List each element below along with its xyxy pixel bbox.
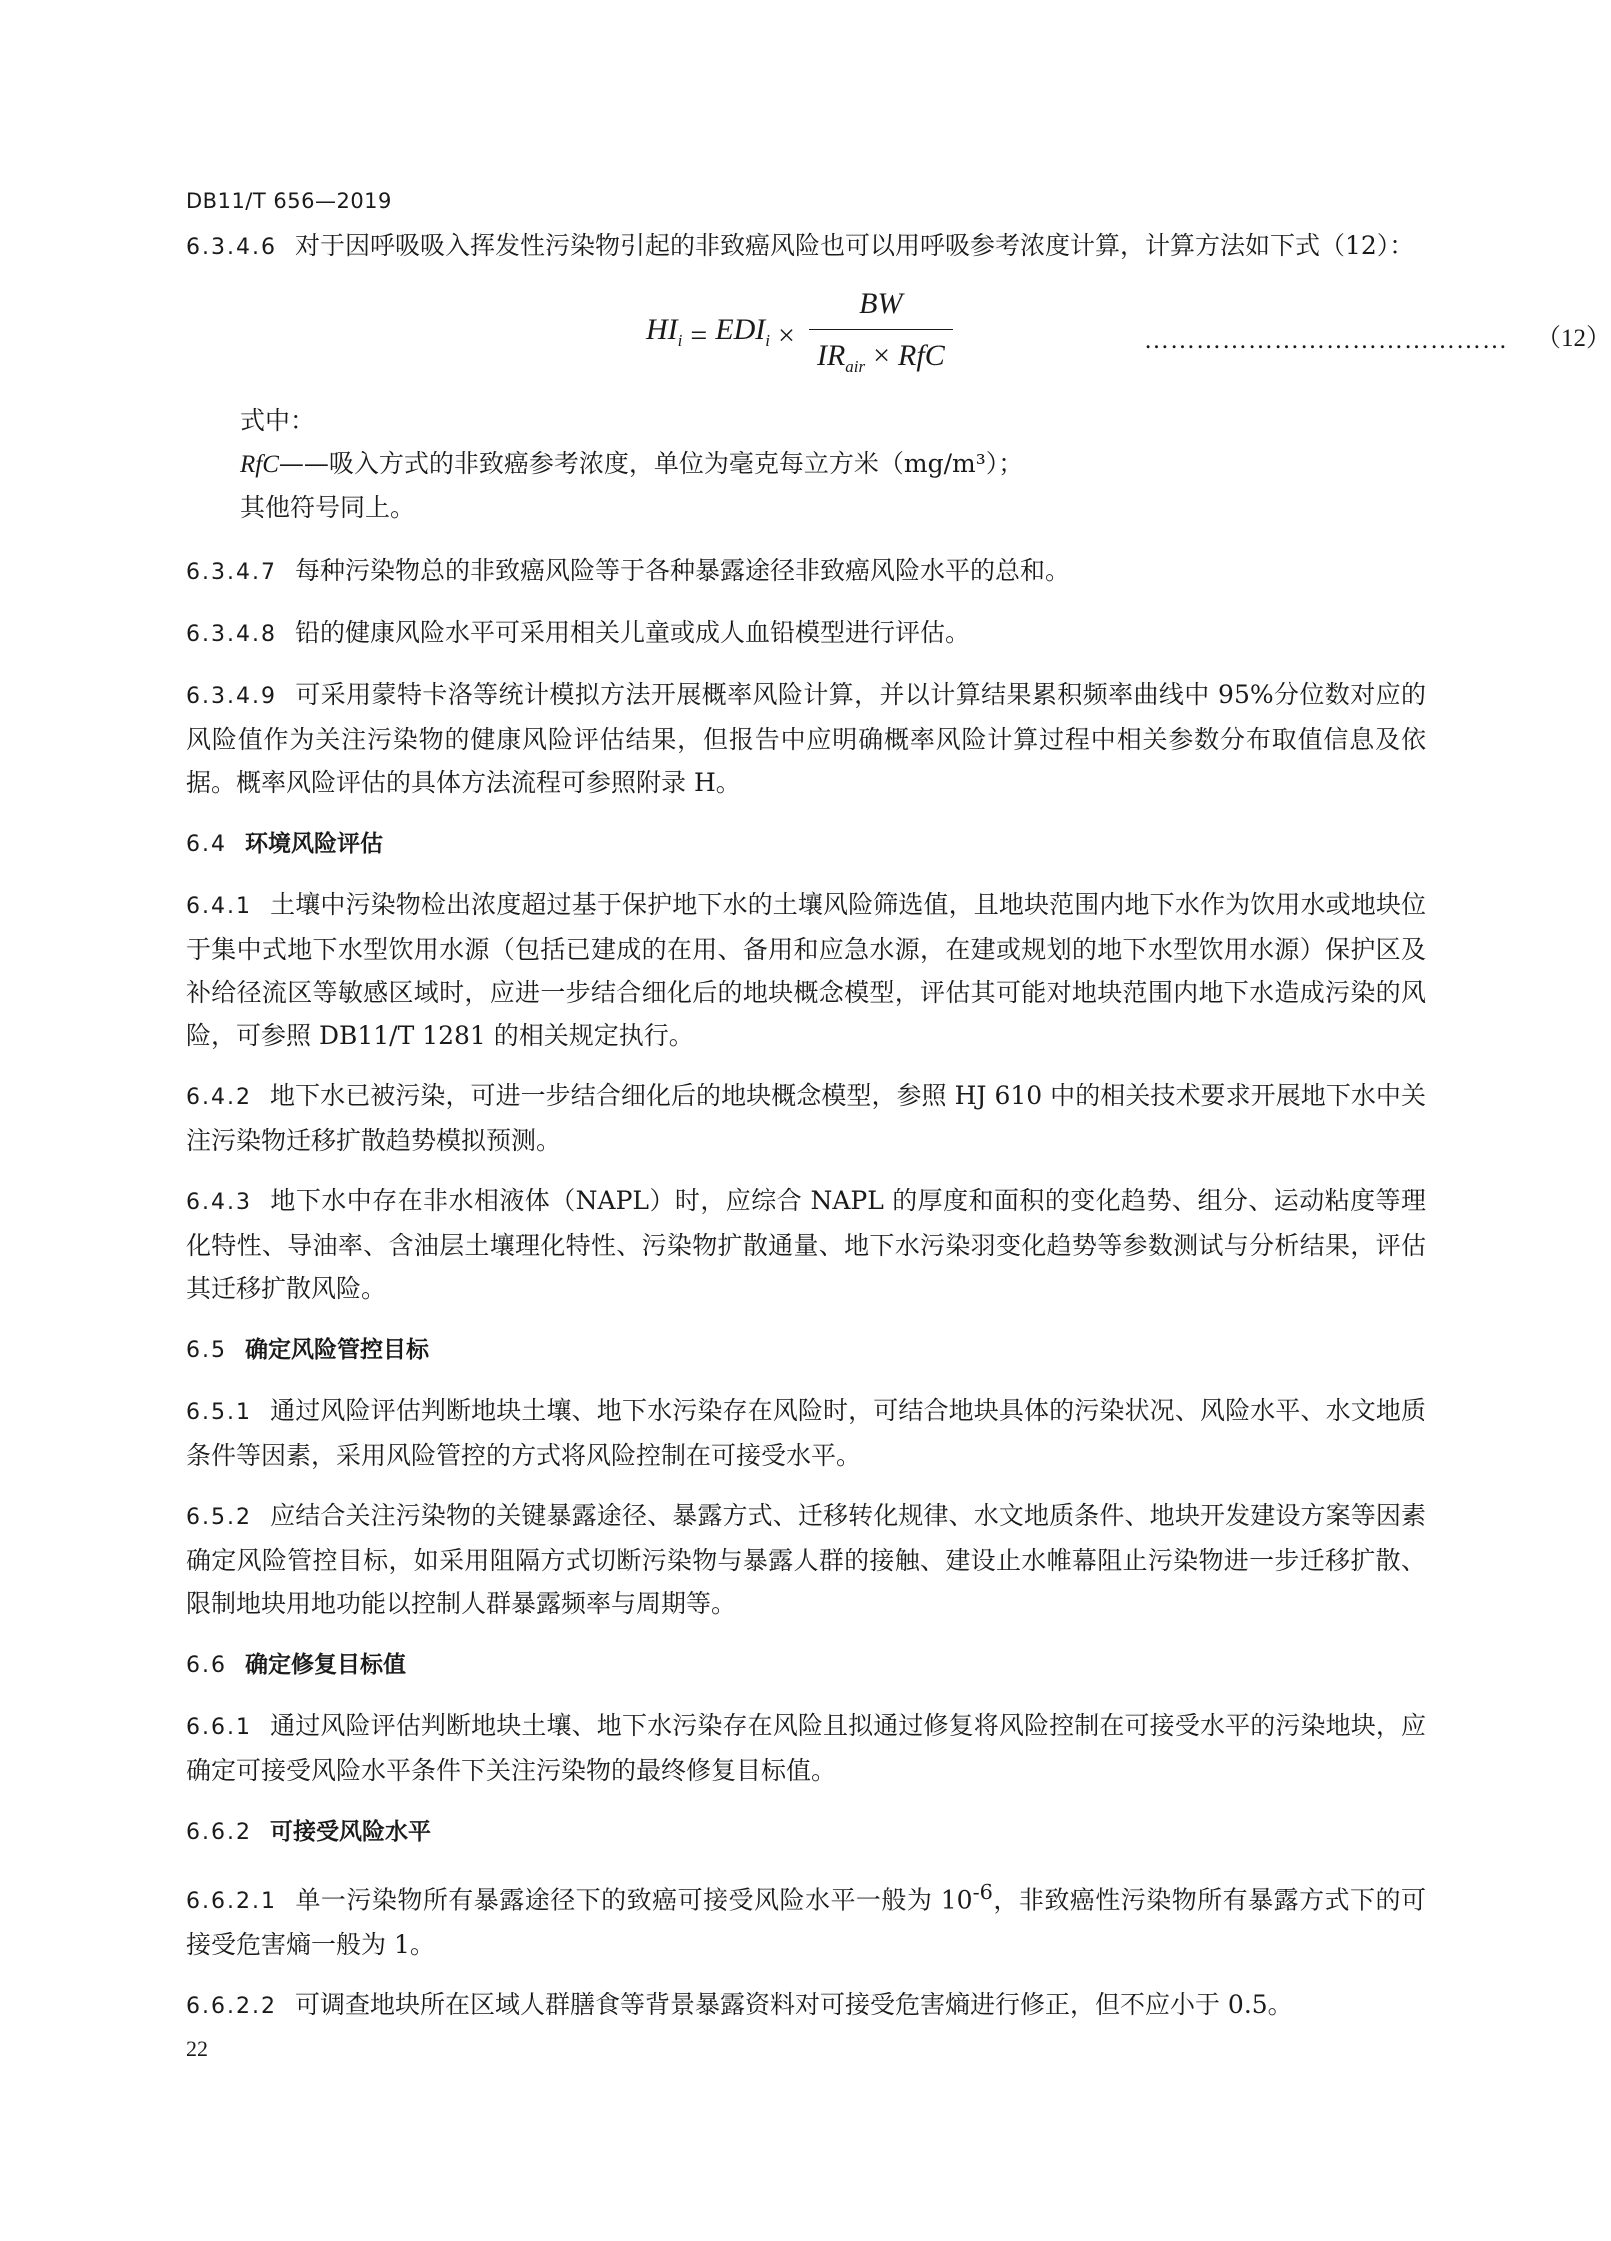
where-symbol: RfC	[240, 451, 279, 478]
section-heading-6-6	[186, 1642, 1426, 1687]
clause-text: 可调查地块所在区域人群膳食等背景暴露资料对可接受危害熵进行修正，但不应小于 0.5。	[294, 1990, 1293, 2020]
equation-12	[186, 273, 1611, 397]
where-others: 其他符号同上。	[240, 493, 416, 522]
clause-6-5-2	[186, 1494, 1426, 1625]
section-number: 6.5	[186, 1338, 227, 1363]
clause-number: 6.6.2.2	[186, 1994, 277, 2020]
clause-6-3-4-7	[186, 549, 1426, 594]
section-title: 确定修复目标值	[245, 1652, 406, 1678]
clause-text: 每种污染物总的非致癌风险等于各种暴露途径非致癌风险水平的总和。	[294, 556, 1070, 585]
clause-text: 地下水已被污染，可进一步结合细化后的地块概念模型，参照 HJ 610 中的相关技术要求开展地下水中关注污染物迁移扩散趋势模拟预测。	[186, 1081, 1426, 1155]
document-body	[186, 224, 1611, 2045]
section-heading-6-6-2	[186, 1809, 1426, 1854]
formula-equals: =	[690, 318, 708, 352]
clause-text: 地下水中存在非水相液体（NAPL）时，应综合 NAPL 的厚度和面积的变化趋势、组分、运动粘度等理化特性、导油率、含油层土壤理化特性、污染物扩散通量、地下水污染羽变化趋势等参数测试与分析结果，评估其迁移扩散风险。	[186, 1186, 1426, 1303]
section-heading-6-5	[186, 1327, 1426, 1372]
clause-6-6-2-1	[186, 1871, 1426, 1966]
clause-text: 对于因呼吸吸入挥发性污染物引起的非致癌风险也可以用呼吸参考浓度计算，计算方法如下式（12）：	[294, 231, 1415, 260]
clause-number: 6.4.3	[186, 1190, 252, 1215]
clause-text-after: ，非致癌性污染物所有暴露方式下的可接受危害熵一般为 1。	[186, 1885, 1426, 1960]
clause-6-6-1	[186, 1704, 1426, 1792]
clause-number: 6.5.1	[186, 1400, 252, 1425]
clause-6-3-4-8	[186, 611, 1426, 656]
clause-exponent: -6	[972, 1880, 993, 1904]
formula-hi: $HI_i$	[646, 313, 683, 350]
clause-6-4-1	[186, 883, 1426, 1057]
clause-number: 6.6.1	[186, 1715, 252, 1740]
where-clause	[186, 399, 1426, 529]
clause-text: 可采用蒙特卡洛等统计模拟方法开展概率风险计算，并以计算结果累积频率曲线中 95%分位数对应的风险值作为关注污染物的健康风险评估结果，但报告中应明确概率风险计算过程中相关参数分布取值信息及依据。概率风险评估的具体方法流程可参照附录 H。	[186, 680, 1426, 797]
clause-number: 6.6.2.1	[186, 1889, 277, 1915]
clause-number: 6.3.4.7	[186, 560, 277, 585]
section-title: 环境风险评估	[245, 831, 383, 857]
clause-number: 6.5.2	[186, 1505, 252, 1530]
clause-6-4-2	[186, 1074, 1426, 1162]
clause-text: 铅的健康风险水平可采用相关儿童或成人血铅模型进行评估。	[294, 618, 970, 647]
page-number: 22	[186, 2036, 208, 2061]
clause-number: 6.3.4.9	[186, 684, 277, 709]
clause-number: 6.4.2	[186, 1085, 252, 1110]
section-number: 6.4	[186, 832, 227, 857]
where-symbol-desc: ——吸入方式的非致癌参考浓度，单位为毫克每立方米（mg/m³）；	[278, 449, 1024, 478]
clause-6-3-4-9	[186, 673, 1426, 804]
section-title: 可接受风险水平	[269, 1819, 431, 1845]
clause-text: 应结合关注污染物的关键暴露途径、暴露方式、迁移转化规律、水文地质条件、地块开发建设方案等因素确定风险管控目标，如采用阻隔方式切断污染物与暴露人群的接触、建设止水帷幕阻止污染物进一步迁移扩散、限制地块用地功能以控制人群暴露频率与周期等。	[186, 1501, 1426, 1618]
section-title: 确定风险管控目标	[245, 1337, 429, 1363]
document-code: DB11/T 656—2019	[186, 189, 392, 213]
equation-number: （12）	[1536, 325, 1611, 352]
clause-6-5-1	[186, 1389, 1426, 1477]
clause-text-before: 单一污染物所有暴露途径下的致癌可接受风险水平一般为 10	[294, 1885, 973, 1915]
formula-times: ×	[778, 318, 795, 352]
formula-fraction	[809, 282, 953, 388]
clause-number: 6.3.4.6	[186, 235, 277, 260]
formula-numerator: BW	[859, 287, 903, 320]
clause-text: 通过风险评估判断地块土壤、地下水污染存在风险时，可结合地块具体的污染状况、风险水平、水文地质条件等因素，采用风险管控的方式将风险控制在可接受水平。	[186, 1396, 1426, 1470]
where-label: 式中：	[240, 406, 316, 435]
clause-6-3-4-6	[186, 224, 1426, 269]
where-definition	[240, 442, 1426, 486]
formula-expression	[646, 273, 959, 397]
clause-6-4-3	[186, 1179, 1426, 1310]
clause-text: 通过风险评估判断地块土壤、地下水污染存在风险且拟通过修复将风险控制在可接受水平的污染地块，应确定可接受风险水平条件下关注污染物的最终修复目标值。	[186, 1711, 1426, 1785]
clause-number: 6.3.4.8	[186, 622, 277, 647]
formula-leader-dots: ……………………………………	[1144, 327, 1508, 354]
formula-denominator: $IR_{air}$ × RfC	[809, 329, 953, 388]
clause-6-6-2-2	[186, 1983, 1426, 2028]
section-number: 6.6.2	[186, 1820, 252, 1845]
section-heading-6-4	[186, 821, 1426, 866]
clause-number: 6.4.1	[186, 894, 252, 919]
formula-edi: $EDI_i$	[715, 313, 771, 350]
clause-text: 土壤中污染物检出浓度超过基于保护地下水的土壤风险筛选值，且地块范围内地下水作为饮用水或地块位于集中式地下水型饮用水源（包括已建成的在用、备用和应急水源，在建或规划的地下水型饮用水源）保护区及补给径流区等敏感区域时，应进一步结合细化后的地块概念模型，评估其可能对地块范围内地下水造成污染的风险，可参照 DB11/T 1281 的相关规定执行。	[186, 890, 1426, 1050]
section-number: 6.6	[186, 1653, 227, 1678]
